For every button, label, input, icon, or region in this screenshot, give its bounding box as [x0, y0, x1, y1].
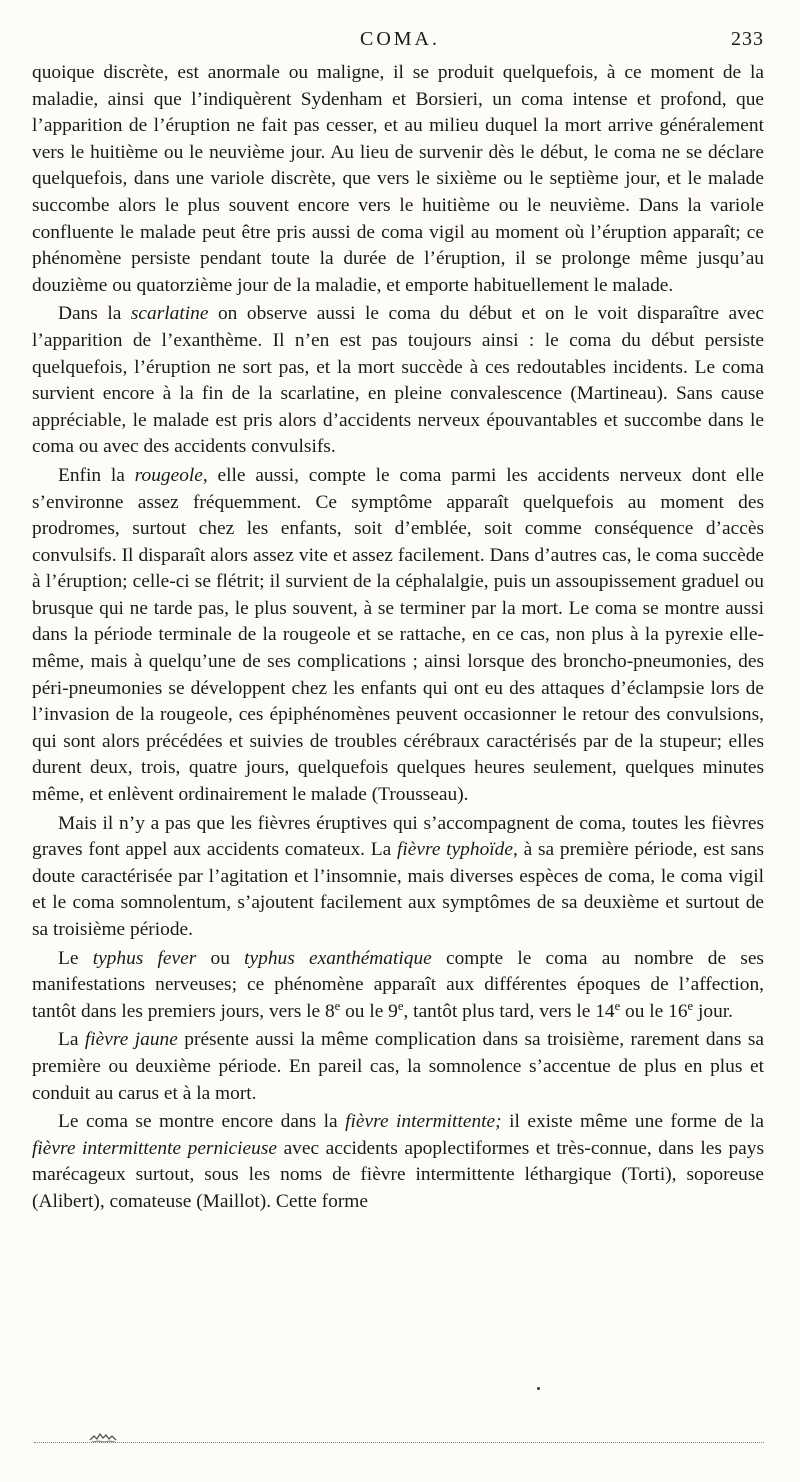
ordinal-suffix: e [614, 998, 621, 1013]
italic-term: scarlatine [130, 303, 209, 325]
page-header [0, 28, 800, 52]
paragraph-rougeole: Enfin la rougeole, elle aussi, compte le coma parmi les accidents nerveux dont elle s’environne assez fréquemment. Ce symptôme apparaît quelquefois au moment des prodromes, surtout chez les enfants, soit d’emblée, soit comme conséquence d’accès convulsifs. Il disparaît alors assez vite et assez facilement. Dans d’autres cas, le coma succède à l’éruption; celle-ci se flétrit; il survient de la céphalalgie, puis un assoupissement graduel ou brusque qui ne tarde pas, le plus souvent, à se terminer par la mort. Le coma se montre aussi dans la période terminale de la rougeole et se rattache, en ce cas, non plus à la pyrexie elle-même, mais à quelqu’une de ses complications ; ainsi lorsque des broncho-pneumonies, des péri-pneumonies se développent chez les enfants qui ont eu des attaques d’éclampsie lors de l’invasion de la rougeole, ces épiphénomènes peuvent occasionner le retour des convulsions, qui sont alors précédées et suivies de troubles cérébraux caractérisés par de la stupeur; elles durent deux, trois, quatre jours, quelquefois quelques heures seulement, quelques minutes même, et enlèvent ordinairement le malade (Trousseau). [32, 464, 764, 806]
ordinal-suffix: e [687, 998, 694, 1013]
running-title: COMA. [359, 28, 440, 50]
ordinal-suffix: e [397, 998, 404, 1013]
paragraph-scarlatine: Dans la scarlatine on observe aussi le coma du début et on le voit disparaître avec l’apparition de l’exanthème. Il n’en est pas toujours ainsi : le coma du début persiste quelquefois, l’éruption ne sort pas, et la mort succède à ces redoutables incidents. Le coma survient encore à la fin de la scarlatine, en pleine convalescence (Martineau). Sans cause appréciable, le malade est pris alors d’accidents nerveux épouvantables et succombe dans le coma ou avec des accidents convulsifs. [32, 303, 765, 458]
paragraph-fievres-graves: Mais il n’y a pas que les fièvres éruptives qui s’accompagnent de coma, toutes les fièvres graves font appel aux accidents comateux. La fièvre typhoïde, à sa première période, est sans doute caractérisée par l’agitation et l’insomnie, mais diverses espèces de coma, le coma vigil et le coma somnolentum, s’ajoutent facilement aux symptômes de sa deuxième et surtout de sa troisième période. [32, 812, 764, 940]
paragraph-variole: quoique discrète, est anormale ou maligne, il se produit quelquefois, à ce moment de la maladie, ainsi que l’indiquèrent Sydenham et Borsieri, un coma intense et profond, que l’apparition de l’éruption ne fait pas cesser, et au milieu duquel la mort arrive généralement vers le huitième ou le neuvième jour. Au lieu de survenir dès le début, le coma ne se déclare quelquefois, dans une variole discrète, que vers le sixième ou le septième jour, et le malade succombe alors le plus souvent encore vers le huitième ou le neuvième. Dans la variole confluente le malade peut être pris aussi de coma vigil au moment où l’éruption apparaît; ce phénomène persiste pendant toute la durée de l’éruption, il se prolonge même jusqu’au douzième ou quatorzième jour de la maladie, et emporte habituellement le malade. [32, 62, 764, 296]
italic-term: typhus fever [92, 947, 197, 969]
ordinal-suffix: e [334, 998, 341, 1013]
italic-term: fièvre typhoïde [397, 839, 513, 861]
paragraph-fievre-jaune: La fièvre jaune présente aussi la même complication dans sa troisième, rarement dans sa première ou deuxième période. En pareil cas, la somnolence s’accentue de plus en plus et conduit au carus et à la mort. [32, 1029, 764, 1104]
paragraph-typhus: Le typhus fever ou typhus exanthématique compte le coma au nombre de ses manifestations nerveuses; ce phénomène apparaît aux différentes époques de l’affection, tantôt dans les premiers jours, vers le 8e ou le 9e, tantôt plus tard, vers le 14e ou le 16e jour. [32, 947, 764, 1022]
ink-dot [537, 1387, 540, 1390]
italic-term: fièvre jaune [84, 1029, 178, 1051]
italic-term: typhus exanthématique [244, 947, 432, 969]
page-number: 233 [731, 28, 764, 50]
paragraph-fievre-intermittente: Le coma se montre encore dans la fièvre intermittente; il existe même une forme de la fièvre intermittente pernicieuse avec accidents apoplectiformes et très-connue, dans les pays marécageux surtout, sous les noms de fièvre intermittente léthargique (Torti), soporeuse (Alibert), comateuse (Maillot). Cette forme [32, 1111, 765, 1212]
italic-term: fièvre intermittente pernicieuse [32, 1137, 278, 1159]
italic-term: fièvre intermittente; [345, 1111, 502, 1133]
footer-dotted-rule [34, 1442, 764, 1443]
italic-term: rougeole [134, 464, 203, 486]
body-text [32, 60, 764, 1216]
